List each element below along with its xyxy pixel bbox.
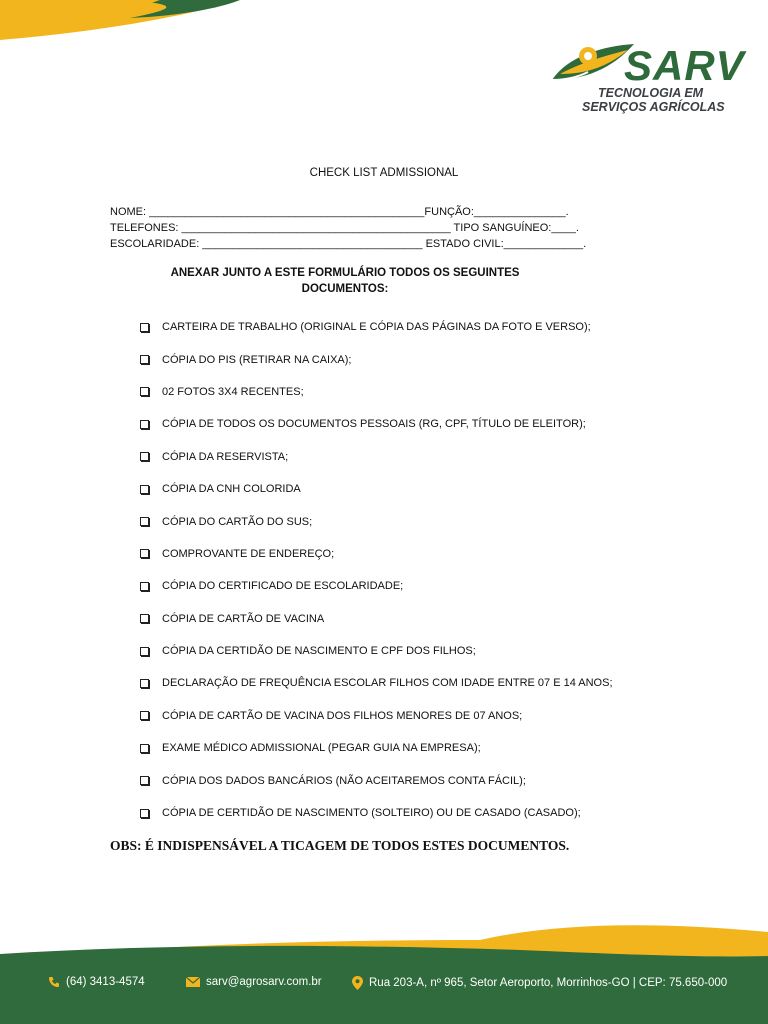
checklist-item[interactable] [140, 667, 613, 699]
checklist-item[interactable] [140, 635, 613, 667]
checklist-item-label: COMPROVANTE DE ENDEREÇO; [162, 547, 335, 560]
footer-phone-text: (64) 3413-4574 [66, 976, 145, 988]
checklist-item[interactable] [140, 441, 613, 473]
checkbox-icon[interactable] [140, 420, 149, 429]
checklist-item-label: EXAME MÉDICO ADMISSIONAL (PEGAR GUIA NA EMPRESA); [162, 742, 481, 755]
checklist-item-label: CÓPIA DO CERTIFICADO DE ESCOLARIDADE; [162, 580, 404, 593]
checkbox-icon[interactable] [140, 711, 149, 720]
footer-email-text: sarv@agrosarv.com.br [206, 976, 322, 988]
attach-header: ANEXAR JUNTO A ESTE FORMULÁRIO TODOS OS SEGUINTES DOCUMENTOS: [170, 267, 520, 295]
footer-contact-bar [0, 972, 768, 996]
checklist-item[interactable] [140, 376, 613, 408]
checkbox-icon[interactable] [140, 679, 149, 688]
checklist-item[interactable] [140, 732, 613, 764]
checklist-item[interactable] [140, 603, 613, 635]
checkbox-icon[interactable] [140, 387, 149, 396]
checklist-item[interactable] [140, 764, 613, 796]
checklist-item-label: CÓPIA DO CARTÃO DO SUS; [162, 515, 313, 528]
checklist-item[interactable] [140, 311, 613, 343]
form-line-name[interactable]: NOME: _____________________________________________FUNÇÃO:_______________. [110, 206, 569, 218]
checkbox-icon[interactable] [140, 323, 149, 332]
checkbox-icon[interactable] [140, 549, 149, 558]
checklist-item[interactable] [140, 408, 613, 440]
map-pin-icon [352, 976, 363, 990]
checklist-item-label: CÓPIA DA RESERVISTA; [162, 450, 289, 463]
checklist-item-label: CÓPIA DA CERTIDÃO DE NASCIMENTO E CPF DOS FILHOS; [162, 645, 476, 658]
checkbox-icon[interactable] [140, 452, 149, 461]
checkbox-icon[interactable] [140, 517, 149, 526]
checklist-item-label: CÓPIA DOS DADOS BANCÁRIOS (NÃO ACEITAREMOS CONTA FÁCIL); [162, 774, 526, 787]
checkbox-icon[interactable] [140, 582, 149, 591]
envelope-icon [186, 977, 200, 987]
checklist-item[interactable] [140, 797, 613, 829]
document-title: CHECK LIST ADMISSIONAL [309, 167, 459, 179]
footer-address[interactable] [352, 976, 727, 990]
checklist-item-label: CÓPIA DO PIS (RETIRAR NA CAIXA); [162, 353, 352, 366]
checkbox-icon[interactable] [140, 485, 149, 494]
checkbox-icon[interactable] [140, 647, 149, 656]
checklist-item-label: DECLARAÇÃO DE FREQUÊNCIA ESCOLAR FILHOS COM IDADE ENTRE 07 E 14 ANOS; [162, 677, 613, 690]
top-corner-decoration [0, 0, 240, 42]
checklist-item-label: CÓPIA DE CERTIDÃO DE NASCIMENTO (SOLTEIRO) OU DE CASADO (CASADO); [162, 807, 581, 820]
checklist-item[interactable] [140, 570, 613, 602]
checklist-item[interactable] [140, 700, 613, 732]
checklist-item[interactable] [140, 505, 613, 537]
logo-tagline-2: SERVIÇOS AGRÍCOLAS [582, 100, 725, 114]
checkbox-icon[interactable] [140, 355, 149, 364]
sarv-logo [548, 36, 743, 122]
logo-brand: SARV [624, 42, 745, 89]
logo-tagline-1: TECNOLOGIA EM [598, 86, 704, 100]
observation-note: OBS: É INDISPENSÁVEL A TICAGEM DE TODOS ESTES DOCUMENTOS. [110, 838, 570, 853]
checklist-item-label: 02 FOTOS 3X4 RECENTES; [162, 385, 304, 398]
checklist-item-label: CÓPIA DE TODOS OS DOCUMENTOS PESSOAIS (RG, CPF, TÍTULO DE ELEITOR); [162, 418, 586, 431]
checkbox-icon[interactable] [140, 809, 149, 818]
phone-icon [48, 976, 60, 988]
checklist-item-label: CÓPIA DE CARTÃO DE VACINA [162, 612, 325, 625]
footer-phone[interactable] [48, 976, 145, 988]
form-line-phones[interactable]: TELEFONES: ____________________________________________ TIPO SANGUÍNEO:____. [110, 222, 579, 234]
checklist-item[interactable] [140, 343, 613, 375]
form-line-education[interactable]: ESCOLARIDADE: ____________________________________ ESTADO CIVIL:_____________. [110, 238, 587, 250]
checklist-item[interactable] [140, 538, 613, 570]
checklist-item-label: CÓPIA DA CNH COLORIDA [162, 483, 301, 496]
checkbox-icon[interactable] [140, 744, 149, 753]
footer-address-text: Rua 203-A, nº 965, Setor Aeroporto, Morrinhos-GO | CEP: 75.650-000 [369, 977, 728, 989]
checklist-item-label: CARTEIRA DE TRABALHO (ORIGINAL E CÓPIA DAS PÁGINAS DA FOTO E VERSO); [162, 321, 591, 334]
checkbox-icon[interactable] [140, 776, 149, 785]
checklist-item-label: CÓPIA DE CARTÃO DE VACINA DOS FILHOS MENORES DE 07 ANOS; [162, 709, 523, 722]
footer-email[interactable] [186, 976, 322, 988]
document-checklist [140, 311, 613, 829]
checkbox-icon[interactable] [140, 614, 149, 623]
checklist-item[interactable] [140, 473, 613, 505]
footer-wave-decoration [0, 900, 768, 1024]
